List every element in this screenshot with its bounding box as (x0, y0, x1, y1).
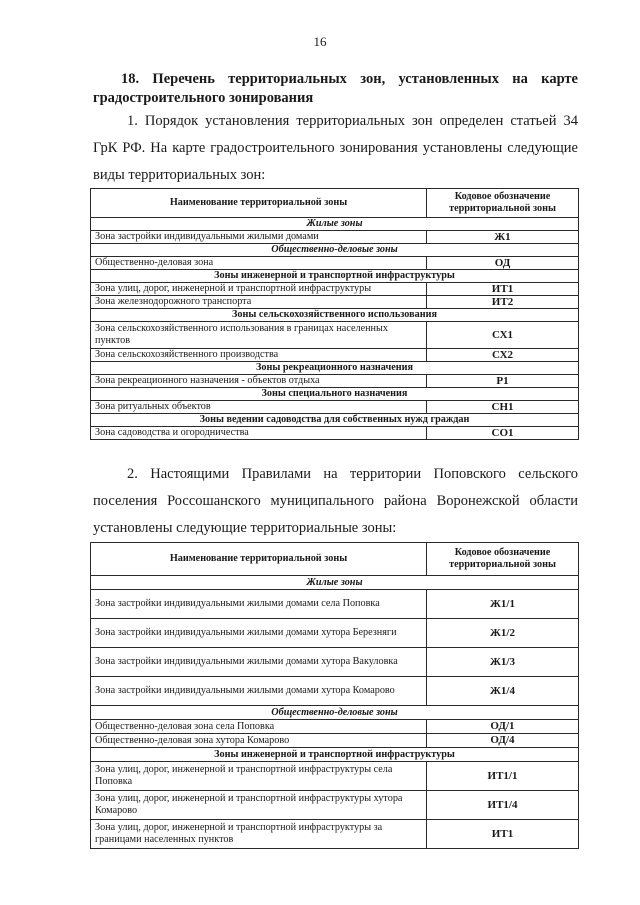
zone-code: ОД (427, 257, 579, 270)
zone-group-row (91, 309, 579, 322)
zone-group-title: Зоны ведении садоводства для собственных нужд граждан (91, 414, 579, 427)
table-row (91, 791, 579, 820)
zone-name: Общественно-деловая зона (91, 257, 427, 270)
zone-group-row (91, 388, 579, 401)
zone-code: ИТ1/4 (427, 791, 579, 820)
paragraph-2-line-2: поселения Россошанского муниципального района Воронежской области (93, 493, 578, 509)
zone-name: Зона улиц, дорог, инженерной и транспортной инфраструктуры села Поповка (91, 762, 427, 791)
zone-group-title: Зоны инженерной и транспортной инфраструктуры (91, 748, 579, 762)
paragraph-2 (93, 461, 578, 542)
zone-name: Общественно-деловая зона хутора Комарово (91, 734, 427, 748)
zone-group-title: Зоны специального назначения (91, 388, 579, 401)
zone-name: Зона сельскохозяйственного производства (91, 349, 427, 362)
column-header-code: Кодовое обозначение территориальной зоны (427, 189, 579, 218)
table-row (91, 820, 579, 849)
table-row (91, 648, 579, 677)
zones-table-general (90, 188, 579, 440)
zone-group-row (91, 244, 579, 257)
zone-name: Зона улиц, дорог, инженерной и транспортной инфраструктуры хутора Комарово (91, 791, 427, 820)
table-row (91, 427, 579, 440)
zone-group-title: Общественно-деловые зоны (91, 706, 579, 720)
section-heading (93, 70, 578, 108)
table-row (91, 349, 579, 362)
zone-group-row (91, 706, 579, 720)
paragraph-1-line-1: 1. Порядок установления территориальных зон определен статьей 34 (127, 113, 578, 129)
zone-name: Зона улиц, дорог, инженерной и транспортной инфраструктуры (91, 283, 427, 296)
page-number: 16 (313, 34, 327, 49)
table-row (91, 619, 579, 648)
zone-name: Зона садоводства и огородничества (91, 427, 427, 440)
zone-group-title: Общественно-деловые зоны (91, 244, 579, 257)
zone-name: Зона рекреационного назначения - объектов отдыха (91, 375, 427, 388)
zone-code: СН1 (427, 401, 579, 414)
zone-name: Зона застройки индивидуальными жилыми домами села Поповка (91, 590, 427, 619)
zone-group-row (91, 576, 579, 590)
zone-code: Ж1/3 (427, 648, 579, 677)
zone-code: Ж1/1 (427, 590, 579, 619)
table-row (91, 322, 579, 349)
zone-code: ИТ1 (427, 283, 579, 296)
zones-table-poposkoe (90, 542, 579, 849)
zone-code: Ж1/2 (427, 619, 579, 648)
table-row (91, 375, 579, 388)
zone-name: Зона ритуальных объектов (91, 401, 427, 414)
table-row (91, 401, 579, 414)
zone-name: Общественно-деловая зона села Поповка (91, 720, 427, 734)
zone-group-row (91, 414, 579, 427)
table-row (91, 231, 579, 244)
zone-group-row (91, 218, 579, 231)
zone-code: ИТ1 (427, 820, 579, 849)
zone-code: ИТ1/1 (427, 762, 579, 791)
table-row (91, 257, 579, 270)
zones-table-general-body (91, 218, 579, 440)
zone-group-title: Жилые зоны (91, 218, 579, 231)
zone-name: Зона улиц, дорог, инженерной и транспортной инфраструктуры за границами населенных пунктов (91, 820, 427, 849)
zone-code: СО1 (427, 427, 579, 440)
zone-group-title: Зоны инженерной и транспортной инфраструктуры (91, 270, 579, 283)
zone-code: ОД/1 (427, 720, 579, 734)
paragraph-1 (93, 108, 578, 189)
zone-group-title: Зоны рекреационного назначения (91, 362, 579, 375)
column-header-code: Кодовое обозначение территориальной зоны (427, 543, 579, 576)
paragraph-1-line-3: виды территориальных зон: (93, 167, 266, 183)
zone-name: Зона застройки индивидуальными жилыми домами (91, 231, 427, 244)
zone-group-row (91, 362, 579, 375)
zone-group-row (91, 748, 579, 762)
heading-line-1: 18. Перечень территориальных зон, установленных на карте (121, 71, 578, 87)
zone-code: ОД/4 (427, 734, 579, 748)
zone-code: Ж1 (427, 231, 579, 244)
zone-name: Зона сельскохозяйственного использования в границах населенных пунктов (91, 322, 427, 349)
table-row (91, 283, 579, 296)
zone-code: Р1 (427, 375, 579, 388)
heading-line-2: градостроительного зонирования (93, 90, 314, 106)
zones-table-poposkoe-body (91, 576, 579, 849)
column-header-name: Наименование территориальной зоны (91, 543, 427, 576)
table-row (91, 734, 579, 748)
paragraph-2-line-3: установлены следующие территориальные зоны: (93, 520, 397, 536)
table-row (91, 677, 579, 706)
zone-code: СХ2 (427, 349, 579, 362)
zone-group-title: Жилые зоны (91, 576, 579, 590)
zone-name: Зона железнодорожного транспорта (91, 296, 427, 309)
paragraph-1-line-2: ГрК РФ. На карте градостроительного зонирования установлены следующие (93, 140, 578, 156)
table-row (91, 720, 579, 734)
zone-group-row (91, 270, 579, 283)
column-header-name: Наименование территориальной зоны (91, 189, 427, 218)
zone-name: Зона застройки индивидуальными жилыми домами хутора Комарово (91, 677, 427, 706)
table-row (91, 590, 579, 619)
paragraph-2-line-1: 2. Настоящими Правилами на территории Поповского сельского (127, 466, 578, 482)
zone-code: ИТ2 (427, 296, 579, 309)
zone-code: Ж1/4 (427, 677, 579, 706)
table-row (91, 762, 579, 791)
zone-group-title: Зоны сельскохозяйственного использования (91, 309, 579, 322)
zone-code: СХ1 (427, 322, 579, 349)
zone-name: Зона застройки индивидуальными жилыми домами хутора Березняги (91, 619, 427, 648)
table-row (91, 296, 579, 309)
zone-name: Зона застройки индивидуальными жилыми домами хутора Вакуловка (91, 648, 427, 677)
